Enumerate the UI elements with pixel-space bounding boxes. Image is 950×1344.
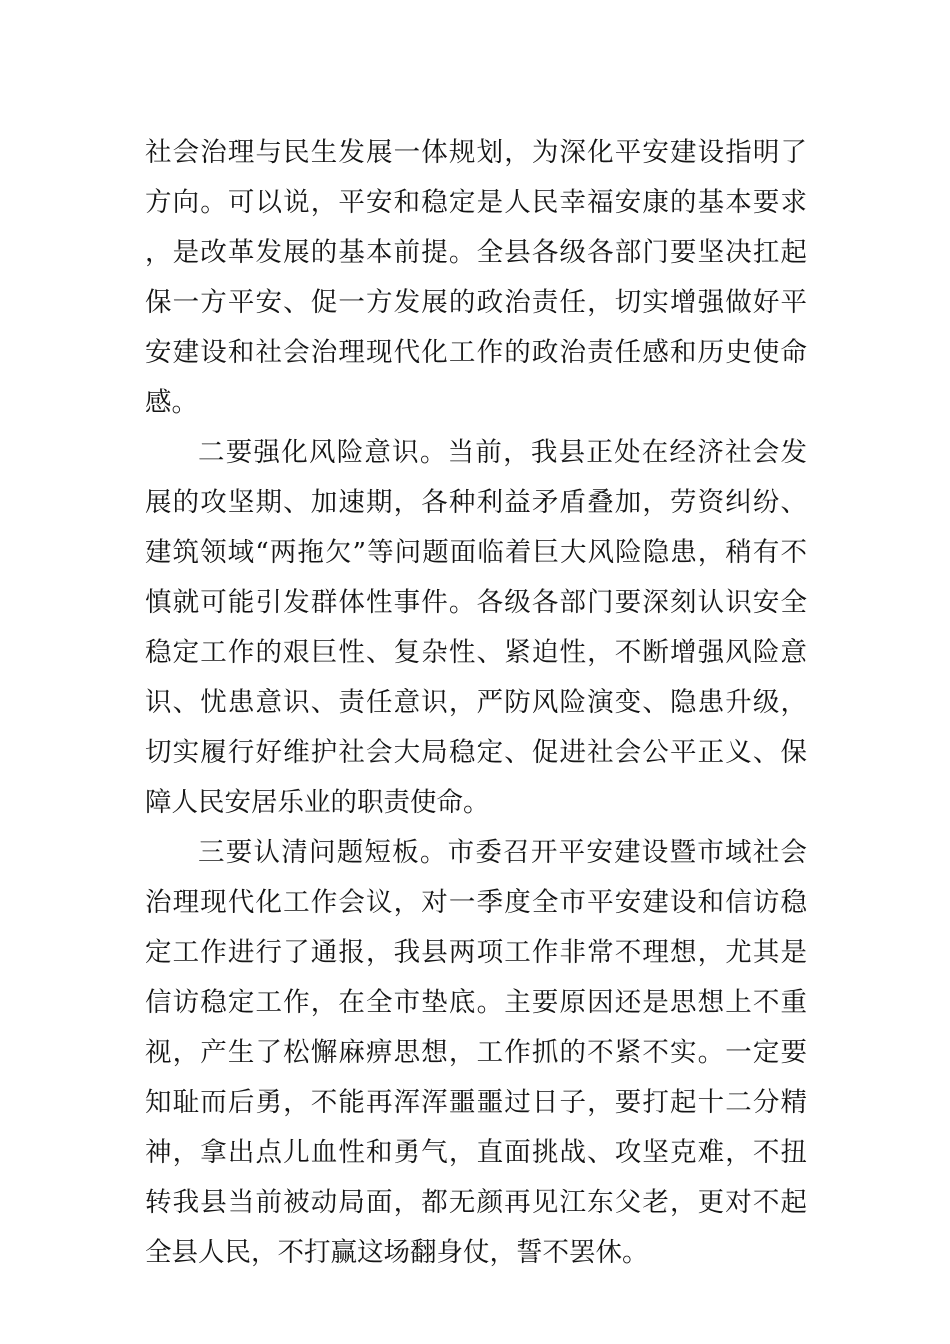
paragraph-3: 三要认清问题短板。市委召开平安建设暨市域社会治理现代化工作会议，对一季度全市平安建设和信访稳定工作进行了通报，我县两项工作非常不理想，尤其是信访稳定工作，在全市垫底。主要原因还是思想上不重视，产生了松懈麻痹思想，工作抓的不紧不实。一定要知耻而后勇，不能再浑浑噩噩过日子，要打起十二分精神，拿出点儿血性和勇气，直面挑战、攻坚克难，不扭转我县当前被动局面，都无颜再见江东父老，更对不起全县人民，不打赢这场翻身仗，誓不罢休。 (145, 837, 807, 1268)
paragraph-1: 社会治理与民生发展一体规划，为深化平安建设指明了方向。可以说，平安和稳定是人民幸福安康的基本要求，是改革发展的基本前提。全县各级各部门要坚决扛起保一方平安、促一方发展的政治责任，切实增强做好平安建设和社会治理现代化工作的政治责任感和历史使命感。 (145, 137, 807, 418)
paragraph-2: 二要强化风险意识。当前，我县正处在经济社会发展的攻坚期、加速期，各种利益矛盾叠加，劳资纠纷、建筑领域“两拖欠”等问题面临着巨大风险隐患，稍有不慎就可能引发群体性事件。各级各部门要深刻认识安全稳定工作的艰巨性、复杂性、紧迫性，不断增强风险意识、忧患意识、责任意识，严防风险演变、隐患升级，切实履行好维护社会大局稳定、促进社会公平正义、保障人民安居乐业的职责使命。 (145, 437, 807, 818)
document-body (145, 128, 807, 1278)
